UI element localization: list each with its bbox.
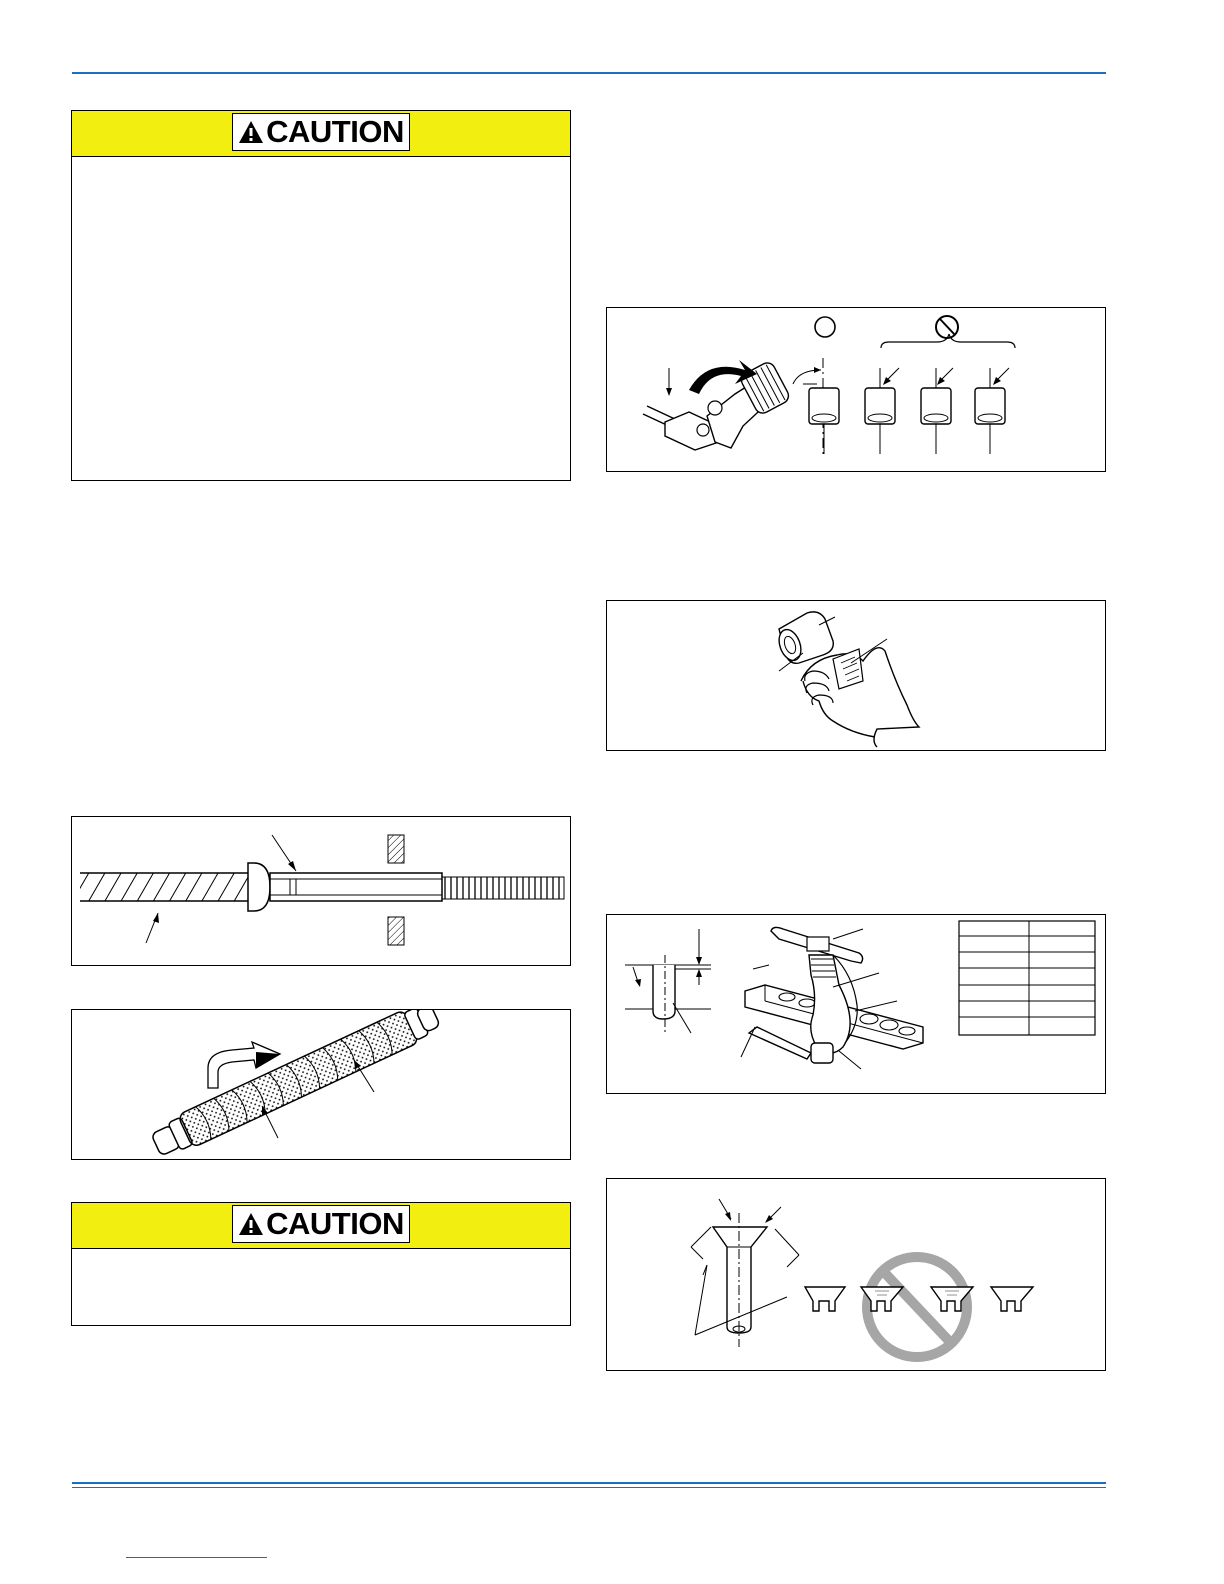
caution-label — [232, 1205, 410, 1243]
deburring-drawing — [607, 601, 1106, 751]
footer-rule-thin — [72, 1487, 1106, 1488]
prohibited-icon — [936, 316, 958, 338]
caution-box-bottom — [71, 1202, 571, 1326]
prohibited-icon — [867, 1257, 967, 1357]
figure-deburring — [606, 600, 1106, 751]
caution-box-top — [71, 110, 571, 481]
pipe-cutting-drawing — [607, 308, 1106, 472]
footer-link-underline — [126, 1557, 267, 1558]
figure-pipe-cutting — [606, 307, 1106, 472]
caution-text: CAUTION — [266, 114, 404, 149]
correct-circle-icon — [815, 317, 835, 337]
warning-triangle-icon — [238, 120, 264, 144]
pipe-wrapping-drawing — [72, 1010, 571, 1160]
caution-label — [232, 113, 410, 151]
figure-pipe-through-wall — [71, 816, 571, 966]
caution-header — [72, 1203, 570, 1249]
figure-flaring-tool — [606, 914, 1106, 1094]
flaring-tool-drawing — [607, 915, 1106, 1094]
footer-rule — [72, 1482, 1106, 1484]
caution-text: CAUTION — [266, 1206, 404, 1241]
figure-pipe-wrapping — [71, 1009, 571, 1160]
flare-shapes-drawing — [607, 1179, 1106, 1371]
warning-triangle-icon — [238, 1212, 264, 1236]
header-rule — [72, 72, 1106, 74]
figure-flare-shapes — [606, 1178, 1106, 1371]
pipe-through-wall-drawing — [72, 817, 571, 966]
caution-header — [72, 111, 570, 157]
